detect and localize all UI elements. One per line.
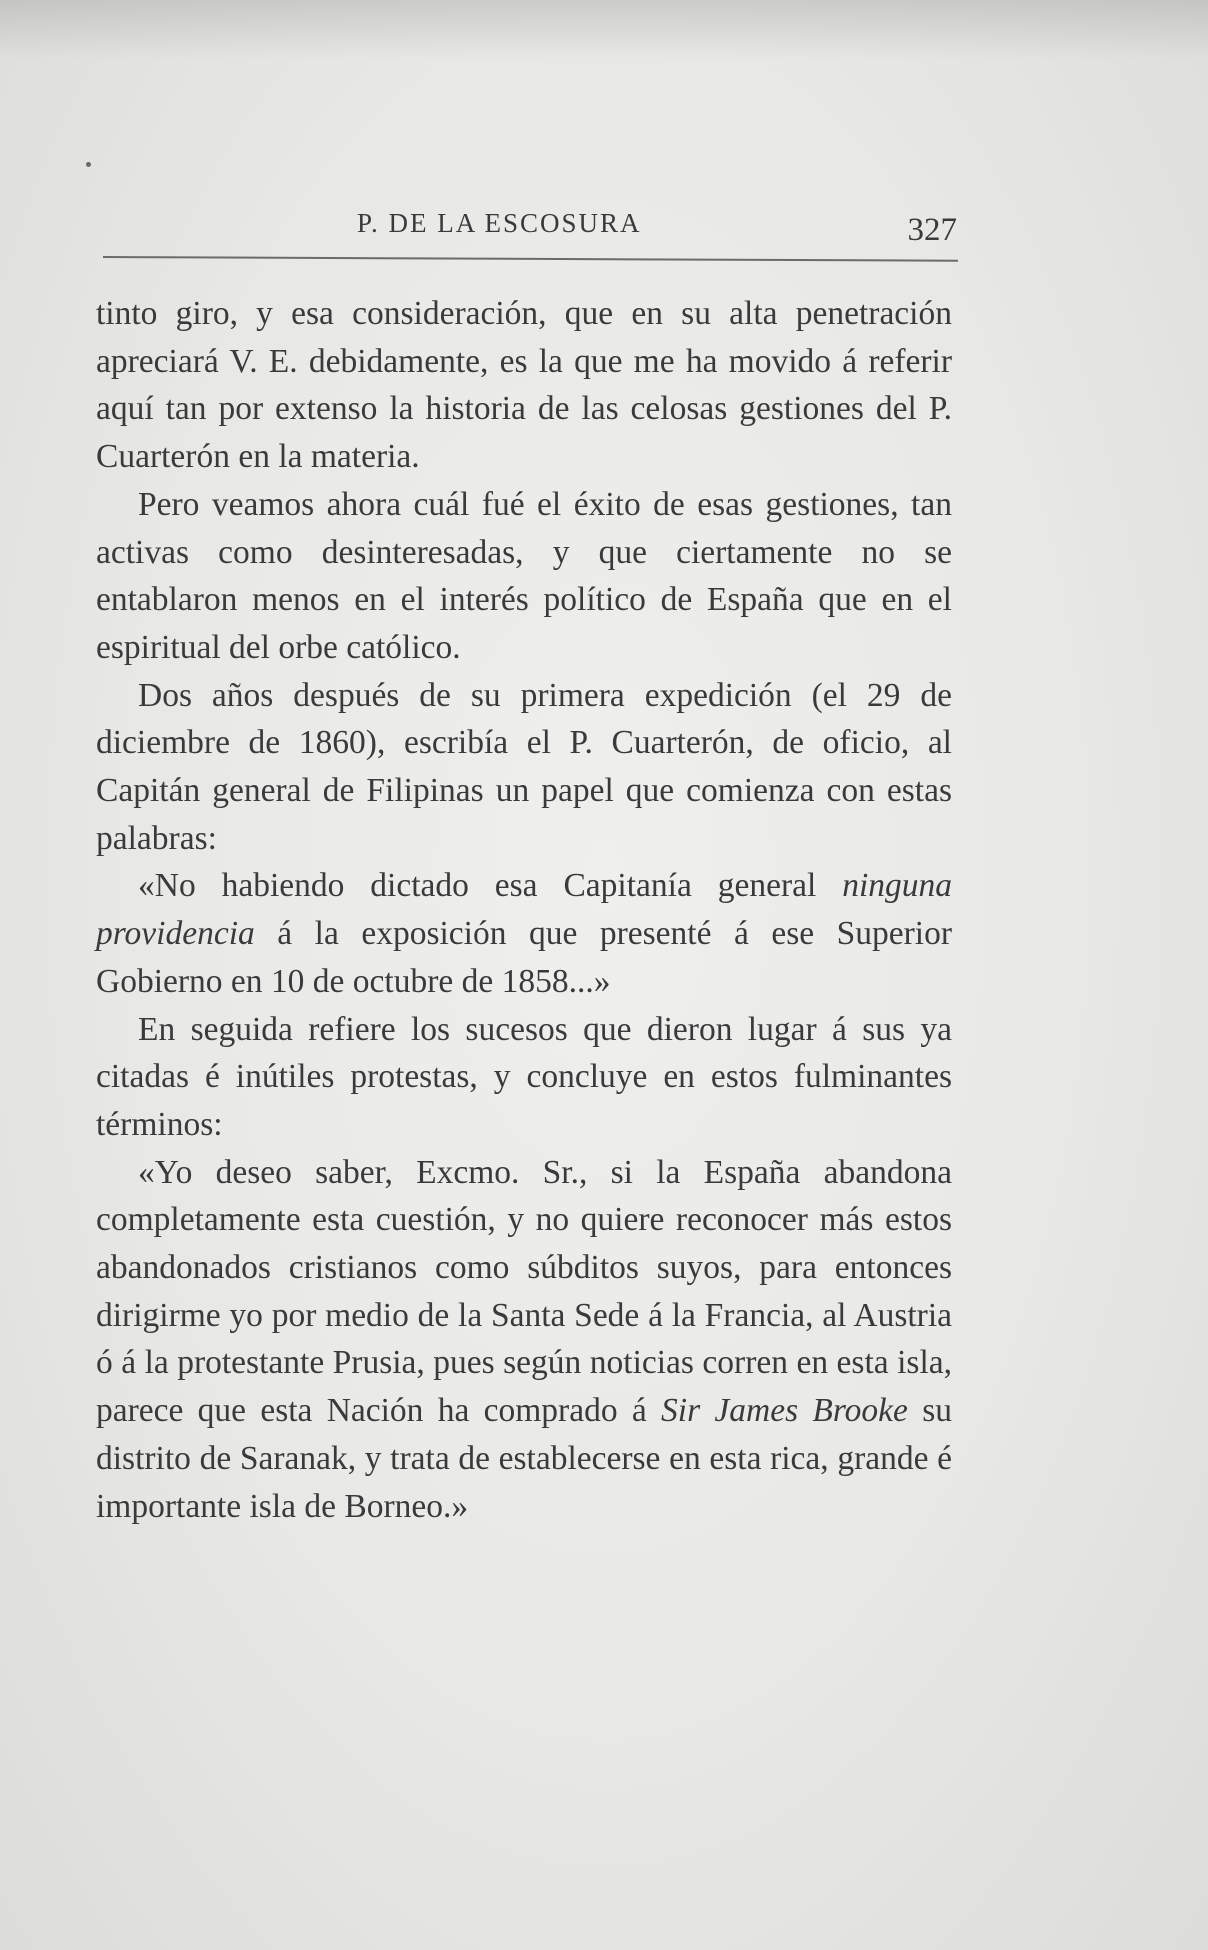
body-text — [96, 290, 952, 1530]
quote-2-text-a: «Yo deseo saber, Excmo. Sr., si la España abandona completamente esta cuestión, y no quiere reconocer más estos abandonados cristianos como súbditos suyos, para entonces dirigirme yo por medio de la Santa Sede á la Francia, al Austria ó á la protestante Prusia, pues según noticias corren en esta isla, parece que esta Nación ha comprado á — [96, 1153, 952, 1430]
paragraph-2: Pero veamos ahora cuál fué el éxito de esas gestiones, tan activas como desinteresadas, y que ciertamente no se entablaron menos en el interés político de España que en el espiritual del orbe católico. — [96, 485, 952, 666]
page-top-shadow — [0, 0, 1208, 60]
quote-1-italic: ninguna providencia — [96, 867, 952, 953]
page-number: 327 — [907, 212, 957, 248]
quote-1-text-b: á la exposición que presenté á ese Superior Gobierno en 10 de octubre de 1858...» — [96, 915, 952, 1000]
header-rule — [103, 256, 958, 262]
paragraph-4-quote — [96, 862, 952, 1005]
quote-1-text-a: «No habiendo dictado esa Capitanía general — [138, 867, 843, 905]
paragraph-6-quote — [96, 1149, 952, 1531]
paragraph-1: tinto giro, y esa consideración, que en su alta penetración apreciará V. E. debidamente, es la que me ha movido á referir aquí tan por extenso la historia de las celosas gestiones del P. Cuarterón en la materia. — [96, 295, 952, 476]
paper-speck — [86, 162, 91, 167]
quote-2-italic: Sir James Brooke — [661, 1392, 908, 1430]
running-head: P. DE LA ESCOSURA — [357, 208, 642, 238]
quote-2-text-b: su distrito de Saranak, y trata de establecerse en esta rica, grande é importante isla de Borneo.» — [96, 1392, 952, 1525]
paragraph-3: Dos años después de su primera expedición (el 29 de diciembre de 1860), escribía el P. Cuarterón, de oficio, al Capitán general de Filipinas un papel que comienza con estas palabras: — [96, 676, 952, 857]
page-header — [95, 200, 957, 256]
paragraph-5: En seguida refiere los sucesos que dieron lugar á sus ya citadas é inútiles protestas, y concluye en estos fulminantes términos: — [96, 1010, 952, 1143]
